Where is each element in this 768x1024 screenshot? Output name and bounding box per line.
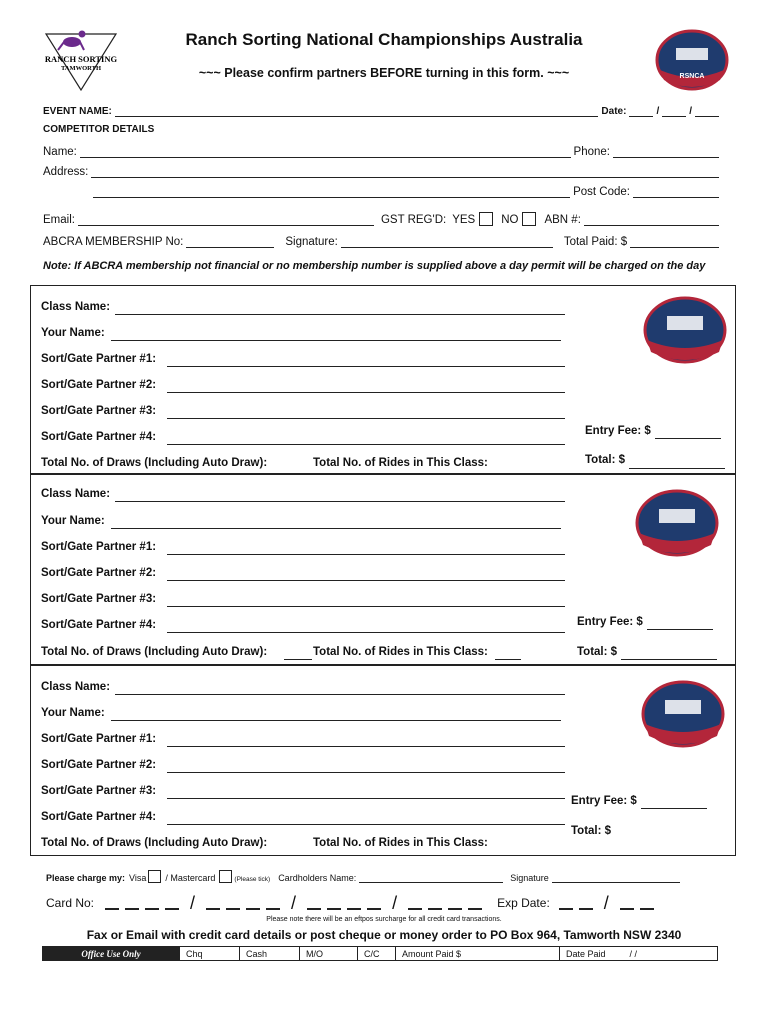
- office-date-slashes: / /: [629, 949, 638, 959]
- partner-1-field[interactable]: [167, 366, 565, 367]
- entry-fee-label: Entry Fee: $: [577, 616, 643, 628]
- total-label: Total: $: [571, 825, 612, 837]
- rsnca-logo: [654, 28, 730, 94]
- email-field[interactable]: [78, 216, 374, 226]
- address-field-2[interactable]: [93, 188, 570, 198]
- total-paid-field[interactable]: [630, 238, 719, 248]
- address-field[interactable]: [91, 168, 719, 178]
- card-digit-field[interactable]: [246, 900, 260, 910]
- rsnca-logo: [639, 678, 727, 752]
- mastercard-checkbox[interactable]: [219, 870, 232, 883]
- phone-field[interactable]: [613, 148, 719, 158]
- entry-fee-label: Entry Fee: $: [585, 425, 651, 437]
- partner-4-label: Sort/Gate Partner #4:: [41, 431, 157, 443]
- total-label: Total: $: [577, 646, 618, 658]
- phone-label: Phone:: [573, 146, 610, 158]
- your-name-field[interactable]: [111, 528, 561, 529]
- your-name-label: Your Name:: [41, 707, 105, 719]
- card-digit-field[interactable]: [327, 900, 341, 910]
- page-subtitle: ~~~ Please confirm partners BEFORE turning in this form. ~~~: [198, 66, 570, 80]
- partner-2-label: Sort/Gate Partner #2:: [41, 567, 157, 579]
- charge-label: Please charge my:: [46, 873, 126, 883]
- partner-1-label: Sort/Gate Partner #1:: [41, 733, 157, 745]
- event-name-row: EVENT NAME: Date: / /: [43, 106, 722, 117]
- class-name-label: Class Name:: [41, 681, 111, 693]
- abcra-label: ABCRA MEMBERSHIP No:: [43, 236, 184, 248]
- competitor-details-heading: COMPETITOR DETAILS: [43, 124, 155, 135]
- gst-label: GST REG'D:: [380, 214, 447, 226]
- entry-fee-label: Entry Fee: $: [571, 795, 637, 807]
- card-digit-field[interactable]: [307, 900, 321, 910]
- partner-3-field[interactable]: [167, 798, 565, 799]
- rsnca-logo: [641, 294, 729, 368]
- exp-separator: /: [603, 893, 609, 913]
- fax-instructions: Fax or Email with credit card details or post cheque or money order to PO Box 964, Tamworth NSW 2340: [86, 928, 682, 942]
- partner-4-field[interactable]: [167, 632, 565, 633]
- card-no-label: Card No:: [46, 896, 95, 910]
- cardholder-label: Cardholders Name:: [278, 873, 357, 883]
- total-rides-label: Total No. of Rides in This Class:: [313, 837, 488, 849]
- date-month-field[interactable]: [662, 107, 686, 117]
- partner-3-label: Sort/Gate Partner #3:: [41, 785, 157, 797]
- visa-checkbox[interactable]: [148, 870, 161, 883]
- card-digit-field[interactable]: [367, 900, 381, 910]
- card-separator: /: [291, 893, 297, 913]
- office-cc-cell: C/C: [358, 947, 396, 960]
- membership-row: [43, 236, 722, 248]
- your-name-field[interactable]: [111, 340, 561, 341]
- class-name-field[interactable]: [115, 694, 565, 695]
- post-code-field[interactable]: [633, 188, 719, 198]
- class-name-label: Class Name:: [41, 488, 111, 500]
- total-draws-field[interactable]: [284, 659, 312, 660]
- total-draws-label: Total No. of Draws (Including Auto Draw):: [41, 837, 268, 849]
- card-digit-field[interactable]: [145, 900, 159, 910]
- exp-date-label: Exp Date:: [497, 896, 550, 910]
- exp-digit-field[interactable]: [559, 900, 573, 910]
- card-digit-field[interactable]: [428, 900, 442, 910]
- office-date-paid-cell: [560, 947, 717, 960]
- partner-4-field[interactable]: [167, 444, 565, 445]
- total-draws-label: Total No. of Draws (Including Auto Draw):: [41, 646, 268, 658]
- partner-3-field[interactable]: [167, 606, 565, 607]
- partner-2-field[interactable]: [167, 392, 565, 393]
- partner-1-field[interactable]: [167, 746, 565, 747]
- card-number-row: [46, 893, 657, 913]
- partner-2-field[interactable]: [167, 580, 565, 581]
- office-amount-paid-cell: Amount Paid $: [396, 947, 560, 960]
- partner-3-label: Sort/Gate Partner #3:: [41, 593, 157, 605]
- cardholder-field[interactable]: [359, 875, 503, 883]
- email-label: Email:: [43, 214, 75, 226]
- partner-4-field[interactable]: [167, 824, 565, 825]
- address-row: [43, 166, 722, 178]
- gst-no-label: NO: [501, 214, 519, 226]
- name-label: Name:: [43, 146, 77, 158]
- class-entry-box-2: [30, 474, 736, 665]
- card-digit-field[interactable]: [125, 900, 139, 910]
- total-label: Total: $: [585, 454, 626, 466]
- abn-label: ABN #:: [544, 214, 581, 226]
- date-label: Date:: [601, 106, 627, 117]
- office-use-table: [42, 946, 718, 961]
- class-name-label: Class Name:: [41, 301, 111, 313]
- total-draws-label: Total No. of Draws (Including Auto Draw):: [41, 457, 268, 469]
- exp-digit-field[interactable]: [640, 900, 654, 910]
- charge-row: [46, 870, 683, 883]
- signature-label: Signature:: [285, 236, 338, 248]
- class-entry-box-1: [30, 285, 736, 474]
- card-digit-field[interactable]: [206, 900, 220, 910]
- total-paid-label: Total Paid: $: [563, 236, 628, 248]
- total-field[interactable]: [629, 468, 725, 469]
- gst-yes-checkbox[interactable]: [479, 212, 493, 226]
- email-row: [43, 212, 722, 226]
- office-date-paid-label: Date Paid: [566, 949, 606, 959]
- post-code-label: Post Code:: [573, 186, 630, 198]
- total-rides-label: Total No. of Rides in This Class:: [313, 457, 488, 469]
- class-name-field[interactable]: [115, 314, 565, 315]
- abcra-field[interactable]: [186, 238, 274, 248]
- card-digit-field[interactable]: [226, 900, 240, 910]
- partner-2-field[interactable]: [167, 772, 565, 773]
- date-year-field[interactable]: [695, 107, 719, 117]
- entry-fee-field[interactable]: [641, 808, 707, 809]
- card-digit-field[interactable]: [266, 900, 280, 910]
- gst-yes-label: YES: [452, 214, 476, 226]
- card-digit-field[interactable]: [408, 900, 422, 910]
- card-digit-field[interactable]: [165, 900, 179, 910]
- payment-signature-label: Signature: [510, 873, 549, 883]
- abn-field[interactable]: [584, 216, 719, 226]
- your-name-field[interactable]: [111, 720, 561, 721]
- please-tick-label: (Please tick): [234, 876, 271, 883]
- your-name-label: Your Name:: [41, 515, 105, 527]
- rsnca-logo: [633, 487, 721, 561]
- card-digit-field[interactable]: [105, 900, 119, 910]
- card-digit-field[interactable]: [347, 900, 361, 910]
- mastercard-label: / Mastercard: [165, 873, 216, 883]
- partner-3-field[interactable]: [167, 418, 565, 419]
- office-mo-cell: M/O: [300, 947, 358, 960]
- partner-3-label: Sort/Gate Partner #3:: [41, 405, 157, 417]
- gst-no-checkbox[interactable]: [522, 212, 536, 226]
- partner-1-label: Sort/Gate Partner #1:: [41, 541, 157, 553]
- address-label: Address:: [43, 166, 89, 178]
- class-entry-box-3: [30, 665, 736, 856]
- postcode-row: [90, 186, 722, 198]
- partner-1-field[interactable]: [167, 554, 565, 555]
- total-rides-label: Total No. of Rides in This Class:: [313, 646, 488, 658]
- class-name-field[interactable]: [115, 501, 565, 502]
- card-separator: /: [392, 893, 398, 913]
- partner-2-label: Sort/Gate Partner #2:: [41, 759, 157, 771]
- right-logo-text: RSNCA: [679, 73, 705, 80]
- page-title: Ranch Sorting National Championships Australia: [185, 30, 583, 49]
- partner-2-label: Sort/Gate Partner #2:: [41, 379, 157, 391]
- your-name-label: Your Name:: [41, 327, 105, 339]
- card-digit-field[interactable]: [448, 900, 462, 910]
- office-use-label: Office Use Only: [43, 947, 180, 960]
- date-day-field[interactable]: [629, 107, 653, 117]
- office-chq-cell: Chq: [180, 947, 240, 960]
- name-field[interactable]: [80, 148, 571, 158]
- total-field[interactable]: [621, 659, 717, 660]
- event-name-label: EVENT NAME:: [43, 106, 112, 117]
- partner-4-label: Sort/Gate Partner #4:: [41, 811, 157, 823]
- visa-label: Visa: [129, 873, 147, 883]
- entry-fee-field[interactable]: [655, 438, 721, 439]
- exp-digit-field[interactable]: [579, 900, 593, 910]
- total-rides-field[interactable]: [495, 659, 521, 660]
- name-row: [43, 146, 722, 158]
- exp-digit-field[interactable]: [620, 900, 634, 910]
- card-digit-field[interactable]: [468, 900, 482, 910]
- left-logo-subtext: TAMWORTH: [60, 65, 102, 72]
- office-cash-cell: Cash: [240, 947, 300, 960]
- card-separator: /: [190, 893, 196, 913]
- event-name-field[interactable]: [115, 107, 599, 117]
- partner-1-label: Sort/Gate Partner #1:: [41, 353, 157, 365]
- surcharge-note: Please note there will be an eftpos surcharge for all credit card transactions.: [266, 916, 502, 923]
- payment-signature-field[interactable]: [552, 875, 680, 883]
- left-logo-text: RANCH SORTING: [44, 54, 118, 64]
- partner-4-label: Sort/Gate Partner #4:: [41, 619, 157, 631]
- entry-fee-field[interactable]: [647, 629, 713, 630]
- signature-field[interactable]: [341, 238, 553, 248]
- membership-note: Note: If ABCRA membership not financial or no membership number is supplied above a day permit will be charged on the day: [43, 260, 706, 272]
